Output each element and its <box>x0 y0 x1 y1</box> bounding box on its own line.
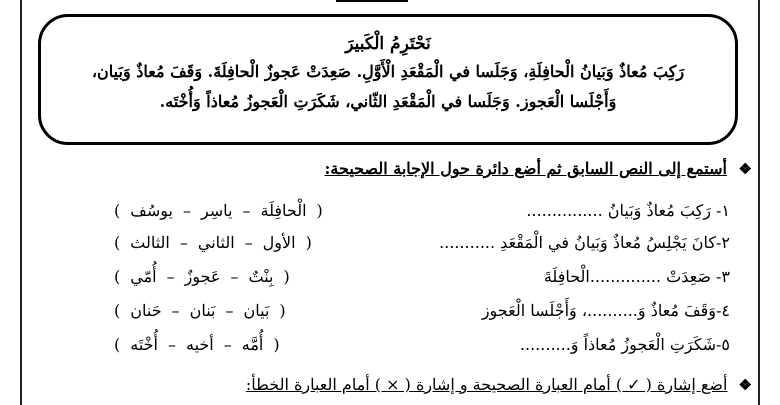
story-line-1: رَكِبَ مُعاذٌ وَبَيانُ الْحافِلَةِ، وَجَلَسا في الْمَقْعَدِ الْأَوَّلِ. صَعِدَتْ عَجوزٌ الْحافِلَةَ. وَقَفَ مُعاذٌ وَبَيان، <box>91 62 685 81</box>
option[interactable]: الثاني <box>197 233 235 252</box>
story-box <box>38 14 738 145</box>
option[interactable]: الأول <box>262 233 296 252</box>
question-text: ٥-شَكَرَتِ الْعَجوزُ مُعاذاً وَ.......... <box>519 335 730 354</box>
page-border-left <box>20 0 22 405</box>
question-row <box>110 262 730 292</box>
option[interactable]: أُخْتَه <box>130 335 158 354</box>
question-row <box>110 228 730 258</box>
option[interactable]: يوسُف <box>130 201 173 220</box>
story-title: نَحْتَرِمُ الْكَبيرَ <box>345 34 431 54</box>
top-rule <box>336 0 408 2</box>
question-options: (بَيان–بَنان–حَنان) <box>114 301 286 320</box>
question-options: (الْحافِلَة–ياسِر–يوسُف) <box>114 201 323 220</box>
option[interactable]: أخيه <box>186 335 214 354</box>
story-line-2: وَأَجْلَسا الْعَجوز. وَجَلَسا في الْمَقْعَدِ الثّاني، شَكَرَتِ الْعَجوزُ مُعاذاً وَأُخْتَه. <box>159 92 617 111</box>
section-heading-text: أضع إشارة ( ✓ ) أمام العبارة الصحيحة و إشارة ( × ) أمام العبارة الخطأ: <box>245 375 728 394</box>
question-options: (بِنْتٌ–عَجوزٌ–أُمّي) <box>114 267 290 286</box>
question-options: (الأول–الثاني–الثالث) <box>114 233 312 252</box>
option[interactable]: أُمّي <box>130 267 157 286</box>
section-heading-check <box>246 372 752 398</box>
option[interactable]: الْحافِلَة <box>260 201 307 220</box>
option[interactable]: عَجوزٌ <box>184 267 221 286</box>
question-text: ١- رَكِبَ مُعاذٌ وَبَيانُ ............... <box>526 201 730 220</box>
option[interactable]: حَنان <box>130 301 162 320</box>
option[interactable]: بَنان <box>189 301 216 320</box>
question-text: ٣- صَعِدَتْ ..............الْحافِلَةَ <box>543 267 730 286</box>
option[interactable]: ياسِر <box>200 201 233 220</box>
section-heading-text: أستمع إلى النص السابق ثم أضع دائرة حول الإجابة الصحيحة: <box>324 159 727 178</box>
question-row <box>110 296 730 326</box>
option[interactable]: أُمَّه <box>241 335 264 354</box>
option[interactable]: بَيان <box>243 301 270 320</box>
question-options: (أُمَّه–أخيه–أُخْتَه) <box>114 335 280 354</box>
question-row <box>110 330 730 360</box>
question-text: ٢-كانَ يَجْلِسُ مُعاذٌ وَبَيانُ في الْمَقْعَدِ ........... <box>439 233 730 252</box>
option[interactable]: بِنْتٌ <box>248 267 274 286</box>
option[interactable]: الثالث <box>130 233 170 252</box>
section-heading-circle <box>325 156 752 182</box>
question-text: ٤-وَقَفَ مُعاذٌ وَ..........، وَأَجْلَسا الْعَجوز <box>481 301 730 320</box>
page-border-right <box>758 0 760 405</box>
diamond-bullet-icon: ❖ <box>738 160 752 178</box>
question-row <box>110 196 730 226</box>
diamond-bullet-icon: ❖ <box>738 376 752 394</box>
